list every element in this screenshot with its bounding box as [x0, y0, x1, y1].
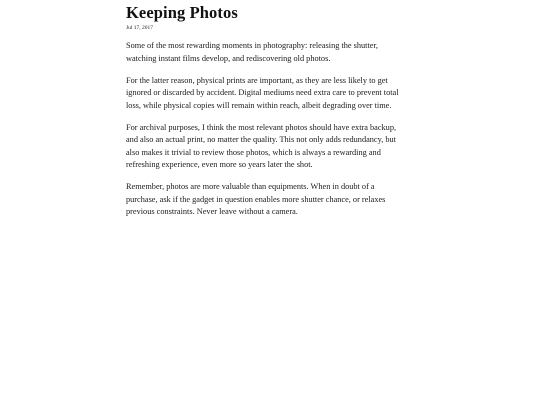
post-paragraph: For the latter reason, physical prints are important, as they are less likely to get ignored or discarded by accident. Digital mediums need extra care to prevent total loss, while physical copies will remain within reach, albeit degrading over time.	[126, 75, 399, 110]
post-body	[126, 40, 406, 219]
post-paragraph: For archival purposes, I think the most relevant photos should have extra backup, and also an actual print, no matter the quality. This not only adds redundancy, but also makes it trivial to review those photos, which is always a rewarding and refreshing experience, even more so years later the shot.	[126, 122, 397, 169]
article	[126, 4, 406, 228]
post-title: Keeping Photos	[126, 3, 238, 22]
post-paragraph: Remember, photos are more valuable than equipments. When in doubt of a purchase, ask if the gadget in question enables more shutter chance, or relaxes previous constraints. Never leave without a camera.	[126, 182, 386, 216]
post-paragraph: Some of the most rewarding moments in photography: releasing the shutter, watching instant films develop, and rediscovering old photos.	[126, 41, 378, 63]
post-date: Jul 17, 2017	[126, 25, 154, 31]
